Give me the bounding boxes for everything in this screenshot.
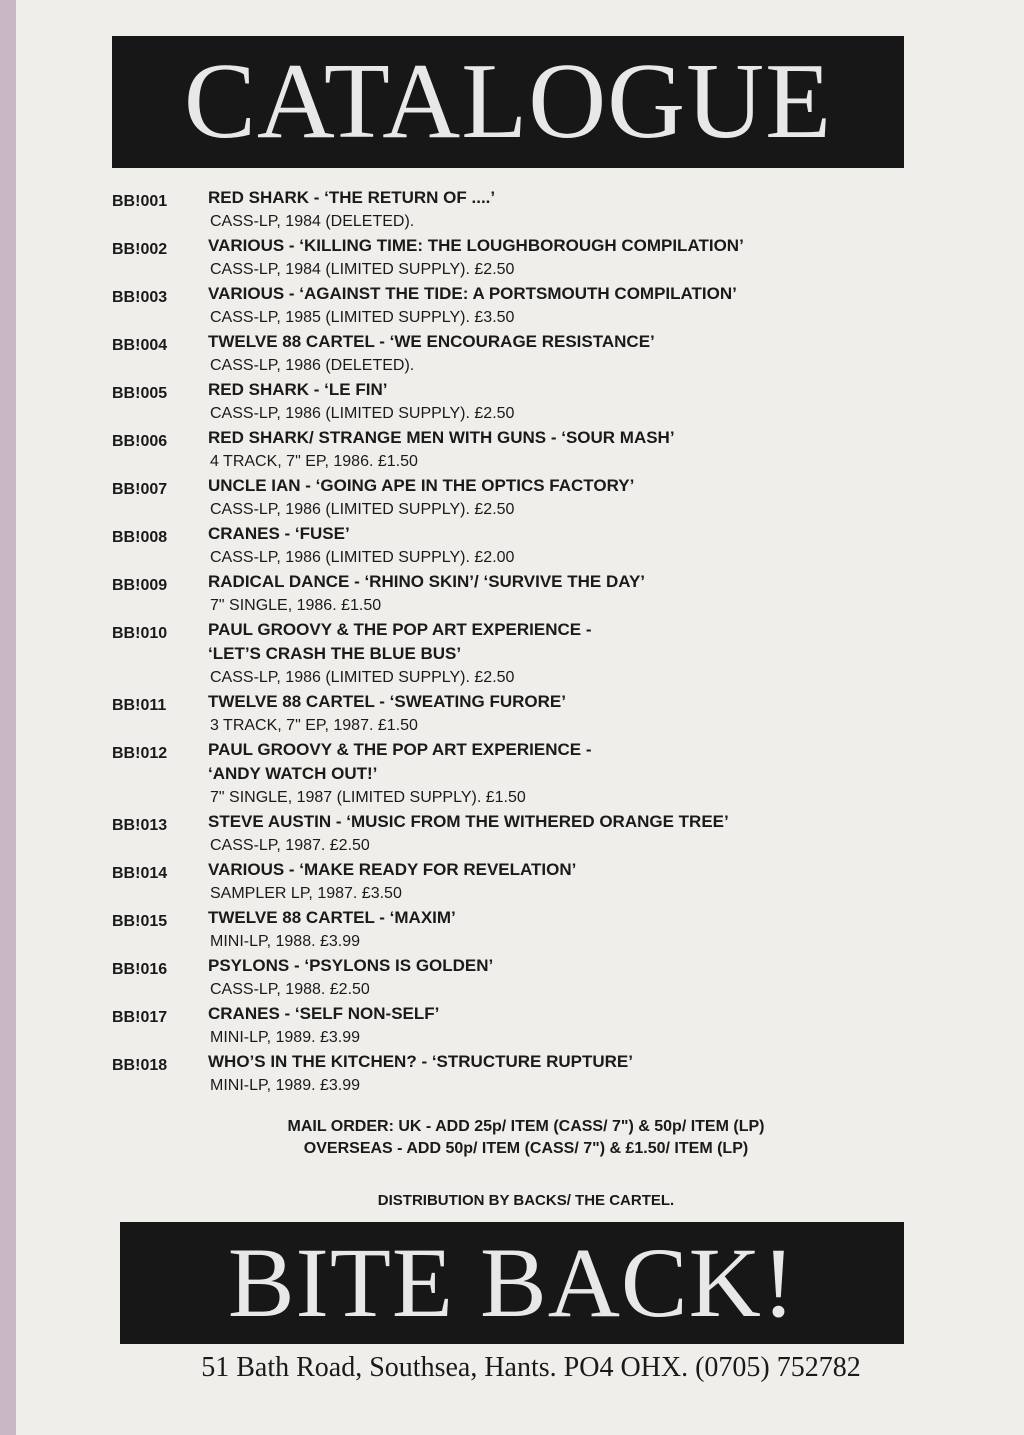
entry-text: [208, 858, 892, 906]
entry-text: [208, 522, 892, 570]
entry-text: [208, 378, 892, 426]
page-title: CATALOGUE: [183, 42, 833, 161]
catalogue-entry: [112, 426, 892, 474]
catalogue-number: BB!004: [112, 337, 168, 354]
release-title: UNCLE IAN - ‘GOING APE IN THE OPTICS FACTORY’: [208, 476, 635, 495]
release-details: CASS-LP, 1985 (LIMITED SUPPLY). £3.50: [210, 309, 515, 326]
release-title: RED SHARK/ STRANGE MEN WITH GUNS - ‘SOUR MASH’: [208, 428, 675, 447]
catalogue-list: [112, 186, 892, 1098]
release-title-continued: ‘ANDY WATCH OUT!’: [208, 764, 378, 783]
release-title: CRANES - ‘SELF NON-SELF’: [208, 1004, 440, 1023]
release-details: CASS-LP, 1986 (LIMITED SUPPLY). £2.50: [210, 669, 515, 686]
catalogue-number: BB!013: [112, 817, 168, 834]
release-details: 7" SINGLE, 1987 (LIMITED SUPPLY). £1.50: [210, 789, 526, 806]
release-details: 3 TRACK, 7" EP, 1987. £1.50: [210, 717, 418, 734]
release-title: TWELVE 88 CARTEL - ‘MAXIM’: [208, 908, 456, 927]
catalogue-entry: [112, 690, 892, 738]
catalogue-number: BB!007: [112, 481, 168, 498]
release-details: CASS-LP, 1986 (DELETED).: [210, 357, 415, 374]
catalogue-number: BB!002: [112, 241, 168, 258]
catalogue-entry: [112, 906, 892, 954]
catalogue-number: BB!003: [112, 289, 168, 306]
release-title-continued: ‘LET’S CRASH THE BLUE BUS’: [208, 644, 462, 663]
entry-text: [208, 738, 892, 810]
catalogue-number: BB!006: [112, 433, 168, 450]
entry-text: [208, 186, 892, 234]
brand-banner: [120, 1222, 904, 1344]
entry-text: [208, 810, 892, 858]
release-details: CASS-LP, 1987. £2.50: [210, 837, 370, 854]
catalogue-number: BB!009: [112, 577, 168, 594]
catalogue-number: BB!016: [112, 961, 168, 978]
release-title: CRANES - ‘FUSE’: [208, 524, 350, 543]
entry-text: [208, 426, 892, 474]
release-title: PAUL GROOVY & THE POP ART EXPERIENCE -: [208, 620, 592, 639]
release-details: CASS-LP, 1986 (LIMITED SUPPLY). £2.50: [210, 405, 515, 422]
catalogue-number: BB!008: [112, 529, 168, 546]
catalogue-entry: [112, 234, 892, 282]
catalogue-number: BB!010: [112, 625, 168, 642]
catalogue-entry: [112, 330, 892, 378]
catalogue-page: [16, 0, 1024, 1435]
release-title: TWELVE 88 CARTEL - ‘WE ENCOURAGE RESISTANCE’: [208, 332, 655, 351]
release-title: VARIOUS - ‘KILLING TIME: THE LOUGHBOROUGH COMPILATION’: [208, 236, 744, 255]
catalogue-entry: [112, 474, 892, 522]
release-details: CASS-LP, 1984 (DELETED).: [210, 213, 415, 230]
mail-order-uk: MAIL ORDER: UK - ADD 25p/ ITEM (CASS/ 7") & 50p/ ITEM (LP): [287, 1118, 765, 1135]
entry-text: [208, 282, 892, 330]
release-title: WHO’S IN THE KITCHEN? - ‘STRUCTURE RUPTURE’: [208, 1052, 633, 1071]
release-details: MINI-LP, 1988. £3.99: [210, 933, 361, 950]
catalogue-entry: [112, 738, 892, 810]
catalogue-number: BB!018: [112, 1057, 168, 1074]
release-title: PAUL GROOVY & THE POP ART EXPERIENCE -: [208, 740, 592, 759]
release-title: PSYLONS - ‘PSYLONS IS GOLDEN’: [208, 956, 494, 975]
contact-address: 51 Bath Road, Southsea, Hants. PO4 OHX. (0705) 752782: [201, 1352, 861, 1383]
catalogue-number: BB!014: [112, 865, 168, 882]
release-title: TWELVE 88 CARTEL - ‘SWEATING FURORE’: [208, 692, 566, 711]
release-title: VARIOUS - ‘MAKE READY FOR REVELATION’: [208, 860, 577, 879]
catalogue-entry: [112, 1002, 892, 1050]
catalogue-entry: [112, 570, 892, 618]
release-title: RADICAL DANCE - ‘RHINO SKIN’/ ‘SURVIVE THE DAY’: [208, 572, 646, 591]
release-details: 7" SINGLE, 1986. £1.50: [210, 597, 382, 614]
release-details: SAMPLER LP, 1987. £3.50: [210, 885, 402, 902]
entry-text: [208, 474, 892, 522]
release-details: MINI-LP, 1989. £3.99: [210, 1029, 361, 1046]
release-details: MINI-LP, 1989. £3.99: [210, 1077, 361, 1094]
brand-name: BITE BACK!: [227, 1227, 797, 1338]
distribution-note: DISTRIBUTION BY BACKS/ THE CARTEL.: [377, 1192, 675, 1209]
entry-text: [208, 690, 892, 738]
entry-text: [208, 330, 892, 378]
release-title: VARIOUS - ‘AGAINST THE TIDE: A PORTSMOUTH COMPILATION’: [208, 284, 737, 303]
release-details: 4 TRACK, 7" EP, 1986. £1.50: [210, 453, 418, 470]
catalogue-number: BB!011: [112, 697, 167, 714]
release-title: RED SHARK - ‘LE FIN’: [208, 380, 388, 399]
catalogue-entry: [112, 1050, 892, 1098]
catalogue-title-banner: [112, 36, 904, 168]
entry-text: [208, 954, 892, 1002]
catalogue-entry: [112, 282, 892, 330]
catalogue-number: BB!005: [112, 385, 168, 402]
entry-text: [208, 1002, 892, 1050]
entry-text: [208, 234, 892, 282]
mail-order-notes: [166, 1116, 886, 1160]
entry-text: [208, 570, 892, 618]
release-title: RED SHARK - ‘THE RETURN OF ....’: [208, 188, 496, 207]
catalogue-entry: [112, 954, 892, 1002]
catalogue-entry: [112, 618, 892, 690]
catalogue-number: BB!017: [112, 1009, 168, 1026]
release-details: CASS-LP, 1986 (LIMITED SUPPLY). £2.00: [210, 549, 515, 566]
page-edge: [0, 0, 16, 1435]
catalogue-entry: [112, 378, 892, 426]
entry-text: [208, 1050, 892, 1098]
catalogue-number: BB!012: [112, 745, 168, 762]
catalogue-entry: [112, 810, 892, 858]
catalogue-entry: [112, 186, 892, 234]
release-details: CASS-LP, 1988. £2.50: [210, 981, 370, 998]
release-details: CASS-LP, 1984 (LIMITED SUPPLY). £2.50: [210, 261, 515, 278]
entry-text: [208, 618, 892, 690]
release-details: CASS-LP, 1986 (LIMITED SUPPLY). £2.50: [210, 501, 515, 518]
catalogue-number: BB!015: [112, 913, 168, 930]
mail-order-overseas: OVERSEAS - ADD 50p/ ITEM (CASS/ 7") & £1.50/ ITEM (LP): [303, 1140, 749, 1157]
catalogue-number: BB!001: [112, 193, 168, 210]
catalogue-entry: [112, 522, 892, 570]
catalogue-entry: [112, 858, 892, 906]
release-title: STEVE AUSTIN - ‘MUSIC FROM THE WITHERED ORANGE TREE’: [208, 812, 729, 831]
entry-text: [208, 906, 892, 954]
